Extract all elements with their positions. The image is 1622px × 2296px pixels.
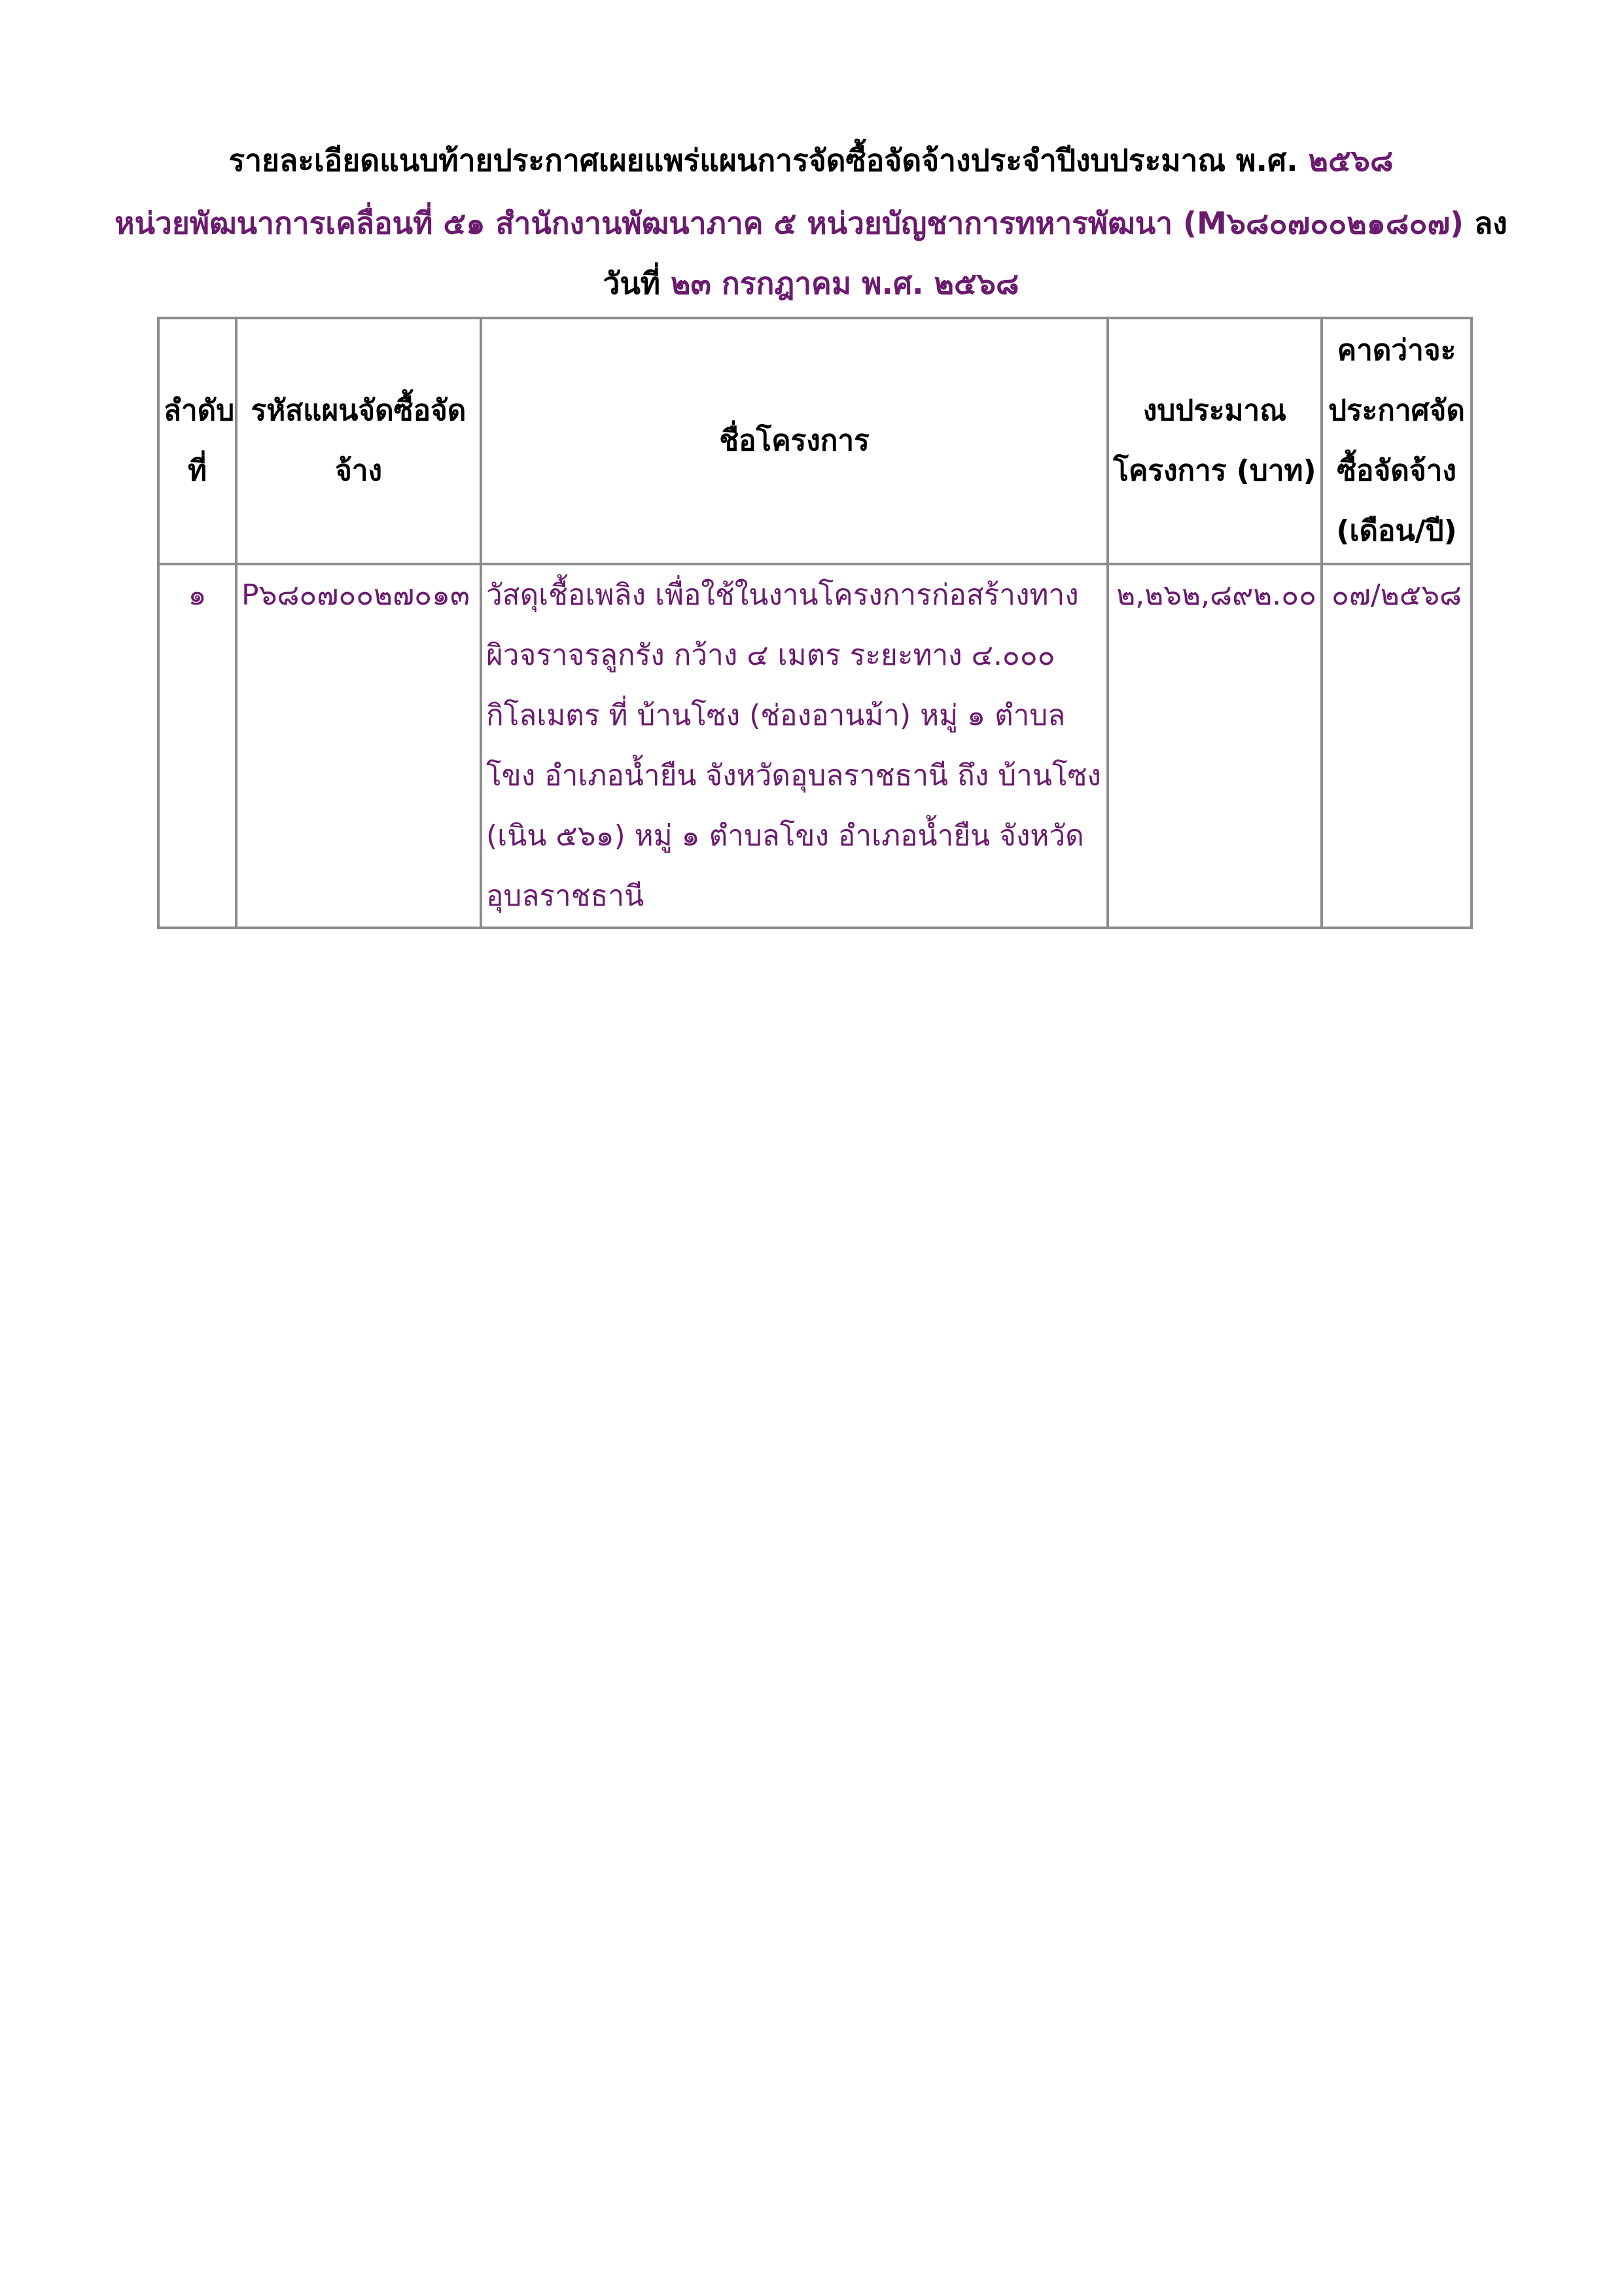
title-text: รายละเอียดแนบท้ายประกาศเผยแพร่แผนการจัดซื้อจัดจ้างประจำปีงบประมาณ พ.ศ. [228,143,1298,178]
fiscal-year: ๒๕๖๘ [1308,143,1394,178]
cell-plan-code: P๖๘๐๗๐๐๒๗๐๑๓ [236,564,481,928]
table-header-row [158,318,1472,564]
column-header-expected-month: คาดว่าจะประกาศจัดซื้อจัดจ้าง (เดือน/ปี) [1322,318,1472,564]
document-title-line-2 [0,205,1622,241]
document-title-line-1 [0,143,1622,178]
cell-expected-month: ๐๗/๒๕๖๘ [1322,564,1472,928]
cell-no: ๑ [158,564,236,928]
column-header-plan-code: รหัสแผนจัดซื้อจัดจ้าง [236,318,481,564]
column-header-budget: งบประมาณโครงการ (บาท) [1108,318,1322,564]
column-header-no: ลำดับที่ [158,318,236,564]
table-row [158,564,1472,928]
announcement-date: ๒๓ กรกฎาคม พ.ศ. ๒๕๖๘ [671,266,1019,301]
procurement-plan-table [157,317,1473,929]
cell-project-name: วัสดุเชื้อเพลิง เพื่อใช้ในงานโครงการก่อสร้างทางผิวจราจรลูกรัง กว้าง ๔ เมตร ระยะทาง ๔.๐๐๐ กิโลเมตร ที่ บ้านโซง (ช่องอานม้า) หมู่ ๑ ตำบลโขง อำเภอน้ำยืน จังหวัดอุบลราชธานี ถึง บ้านโซง (เนิน ๕๖๑) หมู่ ๑ ตำบลโขง อำเภอน้ำยืน จังหวัดอุบลราชธานี [481,564,1108,928]
cell-budget: ๒,๒๖๒,๘๙๒.๐๐ [1108,564,1322,928]
dated-label: ลง [1474,205,1507,241]
date-label: วันที่ [603,266,661,301]
agency-name: หน่วยพัฒนาการเคลื่อนที่ ๕๑ สำนักงานพัฒนาภาค ๕ หน่วยบัญชาการทหารพัฒนา (M๖๘๐๗๐๐๒๑๘๐๗) [115,205,1464,241]
column-header-project-name: ชื่อโครงการ [481,318,1108,564]
document-title-line-3 [0,266,1622,301]
